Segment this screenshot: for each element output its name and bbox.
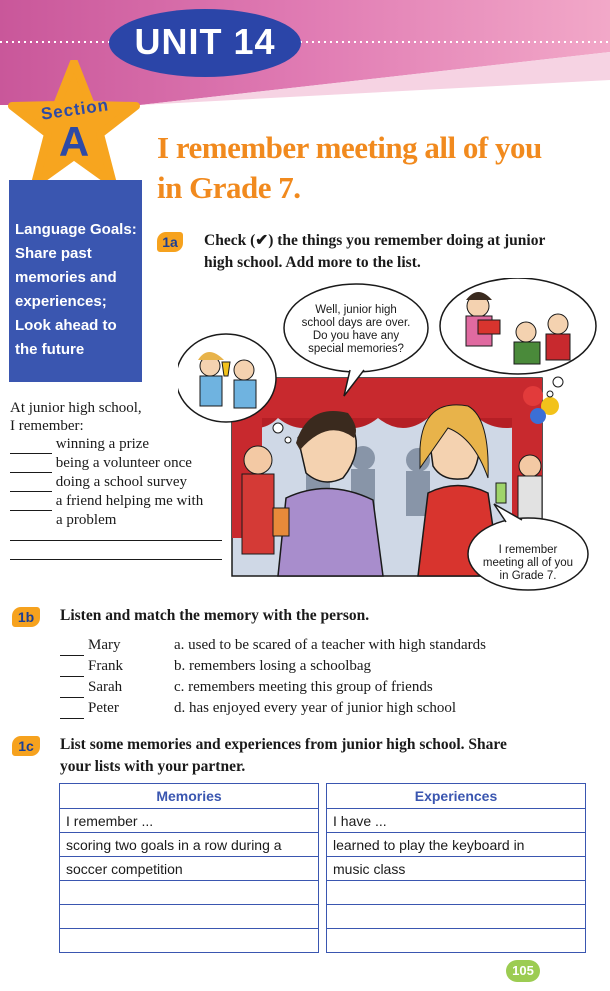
instruction-line: List some memories and experiences from junior high school. Share	[60, 736, 507, 753]
match-row	[60, 656, 590, 677]
goals-line: experiences;	[15, 293, 107, 310]
matching-list	[60, 635, 590, 719]
bubble-line: meeting all of you	[482, 557, 574, 569]
write-line[interactable]	[10, 559, 222, 560]
bubble-line: I remember	[498, 544, 558, 556]
checklist-item[interactable]: winning a prize	[10, 435, 230, 454]
goals-line: Share past	[15, 245, 92, 262]
checklist-1a	[10, 399, 230, 529]
experiences-table	[326, 783, 586, 953]
checklist-item[interactable]: a friend helping me with	[10, 492, 230, 511]
answer-blank[interactable]	[60, 677, 84, 698]
checklist-item[interactable]: doing a school survey	[10, 473, 230, 492]
dotted-line	[0, 40, 610, 44]
answer-blank[interactable]	[60, 656, 84, 677]
table-cell[interactable]: music class	[327, 857, 586, 881]
person-name: Mary	[88, 637, 121, 653]
bubble-line: Well, junior high	[315, 304, 397, 316]
title-line: in Grade 7.	[157, 170, 301, 205]
goals-line: Look ahead to	[15, 317, 117, 334]
memory-option: c. remembers meeting this group of friends	[174, 679, 433, 695]
intro-line: I remember:	[10, 418, 84, 434]
bubble-line: Do you have any	[312, 330, 400, 342]
table-cell[interactable]	[60, 881, 319, 905]
table-cell[interactable]	[327, 929, 586, 953]
bubble-line: special memories?	[308, 343, 404, 355]
instruction-line: high school. Add more to the list.	[204, 254, 421, 271]
match-row	[60, 677, 590, 698]
instruction-line: your lists with your partner.	[60, 758, 246, 775]
table-cell[interactable]	[60, 905, 319, 929]
checklist-item[interactable]: being a volunteer once	[10, 454, 230, 473]
bubble-line: in Grade 7.	[499, 570, 557, 582]
page-number: 105	[506, 960, 540, 982]
bubble-line: school days are over.	[301, 317, 411, 329]
answer-blank[interactable]	[60, 698, 84, 719]
person-name: Peter	[88, 700, 119, 716]
table-cell[interactable]: soccer competition	[60, 857, 319, 881]
page-title	[157, 128, 597, 208]
write-line[interactable]	[10, 540, 222, 541]
memories-header: Memories	[60, 784, 319, 809]
badge-1b: 1b	[12, 607, 40, 627]
match-row	[60, 698, 590, 719]
experiences-header: Experiences	[327, 784, 586, 809]
table-cell[interactable]	[327, 905, 586, 929]
item-continuation: a problem	[56, 512, 117, 528]
memory-option: a. used to be scared of a teacher with high standards	[174, 637, 486, 653]
table-cell[interactable]: I remember ...	[60, 809, 319, 833]
goals-line: Language Goals:	[15, 221, 137, 238]
instruction-1a	[204, 230, 604, 274]
instruction-line: Check (✔) the things you remember doing at junior	[204, 232, 546, 249]
memory-option: b. remembers losing a schoolbag	[174, 658, 372, 674]
goals-line: memories and	[15, 269, 117, 286]
check-blank[interactable]	[10, 435, 52, 454]
table-cell[interactable]: I have ...	[327, 809, 586, 833]
speech-bubble-2	[468, 544, 588, 583]
check-blank[interactable]	[10, 454, 52, 473]
answer-blank[interactable]	[60, 635, 84, 656]
table-cell[interactable]: learned to play the keyboard in	[327, 833, 586, 857]
person-name: Frank	[88, 658, 123, 674]
match-row	[60, 635, 590, 656]
badge-1c: 1c	[12, 736, 40, 756]
instruction-1b: Listen and match the memory with the person.	[60, 607, 370, 624]
title-line: I remember meeting all of you	[157, 130, 542, 165]
speech-bubble-1	[286, 304, 426, 356]
intro-line: At junior high school,	[10, 400, 142, 416]
section-letter: A	[58, 118, 90, 165]
table-cell[interactable]	[327, 881, 586, 905]
language-goals-text	[15, 218, 140, 362]
memory-option: d. has enjoyed every year of junior high school	[174, 700, 457, 716]
memories-table	[59, 783, 319, 953]
person-name: Sarah	[88, 679, 123, 695]
table-cell[interactable]	[60, 929, 319, 953]
unit-label: UNIT 14	[134, 21, 276, 62]
badge-1a: 1a	[157, 232, 183, 252]
section-word: Section	[39, 95, 111, 124]
check-blank[interactable]	[10, 492, 52, 511]
table-cell[interactable]: scoring two goals in a row during a	[60, 833, 319, 857]
goals-line: the future	[15, 341, 85, 358]
check-blank[interactable]	[10, 473, 52, 492]
instruction-1c	[60, 734, 600, 778]
